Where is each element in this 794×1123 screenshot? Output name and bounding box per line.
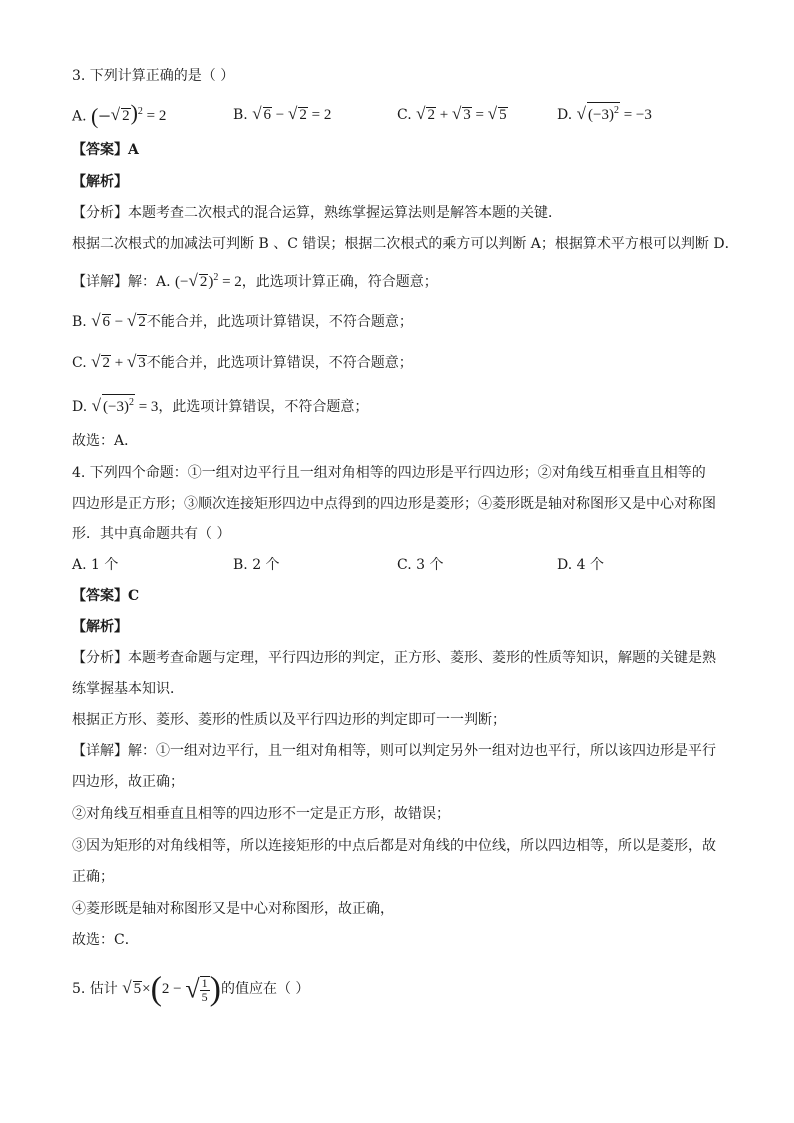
q3-option-d [557, 102, 652, 125]
q5-stem: 5. 估计 √ 5×(2 − √ $\frac{1}{5}$ )的值应在（ ） [72, 970, 310, 1008]
q3-option-a [72, 102, 166, 132]
q4-detail-3: ②对角线互相垂直且相等的四边形不一定是正方形，故错误； [72, 806, 450, 822]
q4-fenxi-3: 根据正方形、菱形、菱形的性质以及平行四边形的判定即可一一判断； [72, 712, 506, 728]
q3-jiexi: 【解析】 [72, 174, 128, 190]
q4-option-b: B. 2 个 [233, 557, 280, 573]
q4-option-d: D. 4 个 [557, 557, 604, 573]
q3-fenxi-2: 根据二次根式的加减法可判断 B 、C 错误；根据二次根式的乘方可以判断 A；根据算术平方根可以判断 D． [72, 236, 739, 252]
q3-answer: 【答案】A [72, 142, 139, 158]
q3-choose: 故选：A． [72, 433, 139, 449]
q4-detail-5: 正确； [72, 869, 114, 885]
option-a-expression: (−√ 2)$^2$ = 2 [91, 100, 167, 129]
q4-fenxi-2: 练掌握基本知识． [72, 681, 184, 697]
q3-detail-d: D. √ $(-3)^2 = 3$，此选项计算错误，不符合题意； [72, 396, 369, 415]
q4-option-a: A. 1 个 [72, 557, 119, 573]
q3-option-b [233, 104, 331, 125]
q3-detail-a: 【详解】解：A. (−√ 2)$^2$ = 2，此选项计算正确，符合题意； [72, 271, 438, 290]
q4-jiexi: 【解析】 [72, 619, 128, 635]
option-label: B. [233, 107, 248, 123]
q4-detail-6: ④菱形既是轴对称图形又是中心对称图形，故正确， [72, 901, 394, 917]
q3-option-c [397, 104, 508, 125]
option-label: A. [72, 108, 87, 125]
q3-detail-c: C. √ 2 + √ 3不能合并，此选项计算错误，不符合题意； [72, 352, 413, 371]
q4-stem-3: 形．其中真命题共有（ ） [72, 526, 231, 542]
option-c-expression: √ 2 + √ 3 = √ 5 [416, 104, 507, 123]
q3-stem: 3. 下列计算正确的是（ ） [72, 68, 235, 84]
q4-stem-2: 四边形是正方形；③顺次连接矩形四边中点得到的四边形是菱形；④菱形既是轴对称图形又是中心对称图 [72, 496, 716, 512]
q3-fenxi: 【分析】本题考查二次根式的混合运算，熟练掌握运算法则是解答本题的关键． [72, 205, 562, 221]
q4-detail-1: 【详解】解：①一组对边平行，且一组对角相等，则可以判定另外一组对边也平行，所以该四边形是平行 [72, 743, 716, 759]
option-label: C. [397, 107, 412, 123]
q4-option-c: C. 3 个 [397, 557, 444, 573]
q5-expression: √ 5×(2 − √ $\frac{1}{5}$ ) [122, 970, 221, 1008]
q4-answer: 【答案】C [72, 588, 140, 604]
q4-choose: 故选：C． [72, 932, 139, 948]
q4-detail-2: 四边形，故正确； [72, 774, 184, 790]
q4-stem-1: 4. 下列四个命题：①一组对边平行且一组对角相等的四边形是平行四边形；②对角线互相垂直且相等的 [72, 465, 706, 481]
q4-fenxi-1: 【分析】本题考查命题与定理，平行四边形的判定，正方形、菱形、菱形的性质等知识，解题的关键是熟 [72, 650, 716, 666]
q4-detail-4: ③因为矩形的对角线相等，所以连接矩形的中点后都是对角线的中位线，所以四边相等，所以是菱形，故 [72, 838, 716, 854]
q3-detail-b: B. √ 6 − √ 2不能合并，此选项计算错误，不符合题意； [72, 311, 413, 330]
option-b-expression: √ 6 − √ 2 = 2 [252, 104, 332, 123]
option-d-expression: √ $(-3)^2 = -3$ [576, 104, 652, 123]
option-label: D. [557, 107, 573, 123]
